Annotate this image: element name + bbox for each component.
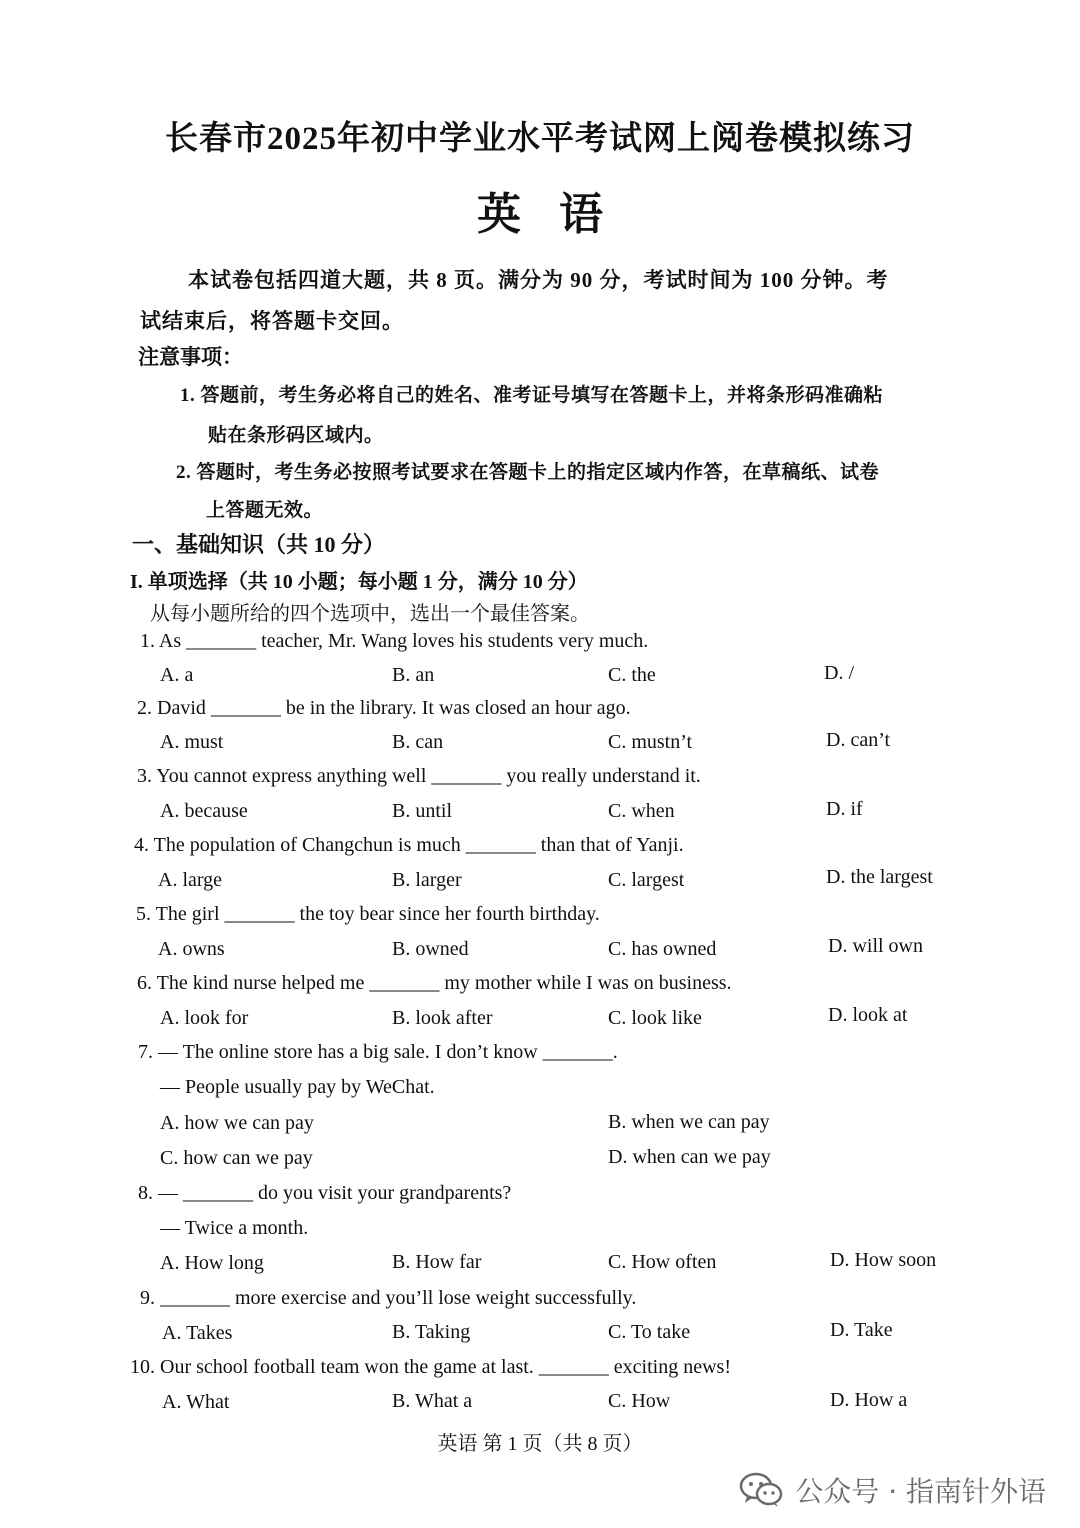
question-5-stem: 5. The girl _______ the toy bear since her fourth birthday. [136,903,600,925]
question-5-option-a: A. owns [158,938,225,960]
question-9-stem: 9. _______ more exercise and you’ll lose weight successfully. [140,1287,637,1309]
notice-heading: 注意事项： [138,345,243,369]
question-6-option-b: B. look after [392,1007,493,1029]
question-3-stem: 3. You cannot express anything well _______ you really understand it. [137,765,701,787]
question-1-option-b: B. an [392,664,435,686]
question-10-option-c: C. How [608,1390,671,1412]
notice-item-1-line-1: 1. 答题前，考生务必将自己的姓名、准考证号填写在答题卡上，并将条形码准确粘 [180,385,884,406]
question-2-option-b: B. can [392,731,444,753]
question-5-option-d: D. will own [828,935,923,957]
question-7-reply: — People usually pay by WeChat. [160,1076,435,1098]
question-6-stem: 6. The kind nurse helped me _______ my mother while I was on business. [137,972,732,994]
question-1-option-a: A. a [160,664,194,686]
question-4-option-b: B. larger [392,869,462,891]
question-7-stem: 7. — The online store has a big sale. I don’t know _______. [138,1041,618,1063]
question-6-option-a: A. look for [160,1007,249,1029]
question-8-option-d: D. How soon [830,1249,937,1271]
question-7-option-a: A. how we can pay [160,1112,314,1134]
question-10-option-d: D. How a [830,1389,908,1411]
question-8-option-c: C. How often [608,1251,717,1273]
question-5-option-c: C. has owned [608,938,717,960]
question-7-option-b: B. when we can pay [608,1111,770,1133]
question-2-option-d: D. can’t [826,729,891,751]
question-5-option-b: B. owned [392,938,469,960]
question-6-option-d: D. look at [828,1004,908,1026]
question-1-option-d: D. / [824,662,854,684]
question-3-option-a: A. because [160,800,248,822]
page-number-footer: 英语 第 1 页（共 8 页） [437,1433,643,1455]
question-3-option-b: B. until [392,800,453,822]
question-4-stem: 4. The population of Changchun is much _______ than that of Yanji. [134,834,684,856]
notice-item-1-line-2: 贴在条形码区域内。 [208,425,384,446]
exam-title: 长春市2025年初中学业水平考试网上阅卷模拟练习 [165,121,915,157]
question-1-stem: 1. As _______ teacher, Mr. Wang loves his students very much. [140,630,649,652]
question-8-stem: 8. — _______ do you visit your grandparents? [138,1182,512,1204]
question-2-stem: 2. David _______ be in the library. It was closed an hour ago. [137,697,631,719]
question-4-option-a: A. large [158,869,223,891]
question-8-option-a: A. How long [160,1252,264,1274]
question-4-option-d: D. the largest [826,866,933,888]
question-8-option-b: B. How far [392,1251,482,1273]
question-7-option-c: C. how can we pay [160,1147,313,1169]
question-2-option-c: C. mustn’t [608,731,693,753]
question-3-option-d: D. if [826,798,863,820]
question-2-option-a: A. must [160,731,224,753]
question-9-option-b: B. Taking [392,1321,471,1343]
notice-item-2-line-1: 2. 答题时，考生务必按照考试要求在答题卡上的指定区域内作答，在草稿纸、试卷 [176,462,880,483]
question-9-option-d: D. Take [830,1319,893,1341]
question-9-option-a: A. Takes [162,1322,233,1344]
question-4-option-c: C. largest [608,869,685,891]
part-1-heading: I. 单项选择（共 10 小题；每小题 1 分，满分 10 分） [130,571,588,593]
section-1-heading: 一、基础知识（共 10 分） [132,532,386,557]
question-1-option-c: C. the [608,664,656,686]
question-10-option-a: A. What [162,1391,230,1413]
wechat-icon [739,1472,783,1508]
watermark-text: 公众号 · 指南针外语 [795,1475,1046,1508]
question-7-option-d: D. when can we pay [608,1146,771,1168]
subject-heading: 英语 [477,190,641,239]
question-6-option-c: C. look like [608,1007,702,1029]
question-10-option-b: B. What a [392,1390,473,1412]
question-8-reply: — Twice a month. [160,1217,309,1239]
part-1-instruction: 从每小题所给的四个选项中，选出一个最佳答案。 [150,603,590,625]
watermark [739,1470,1046,1510]
notice-item-2-line-2: 上答题无效。 [206,500,324,521]
question-3-option-c: C. when [608,800,675,822]
intro-line-2: 试结束后，将答题卡交回。 [140,309,404,333]
question-9-option-c: C. To take [608,1321,691,1343]
intro-line-1: 本试卷包括四道大题，共 8 页。满分为 90 分，考试时间为 100 分钟。考 [188,268,889,292]
question-10-stem: 10. Our school football team won the game at last. _______ exciting news! [130,1356,731,1378]
